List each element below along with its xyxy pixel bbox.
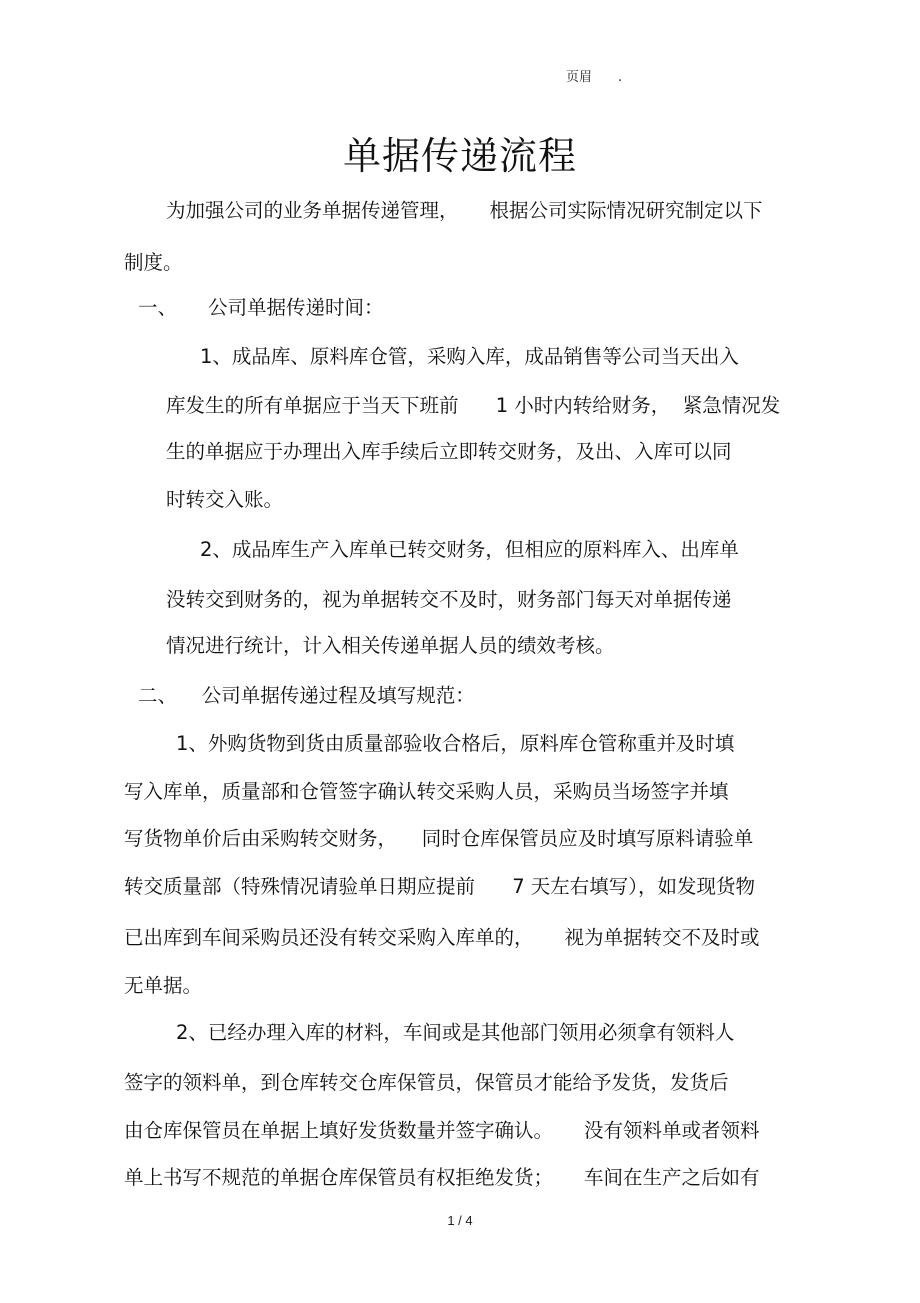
page-title: 单据传递流程	[342, 134, 577, 178]
paragraph-line: 生的单据应于办理出入库手续后立即转交财务，及出、入库可以同	[166, 440, 732, 463]
paragraph-line: 写入库单，质量部和仓管签字确认转交采购人员，采购员当场签字并填	[124, 780, 729, 803]
paragraph-line: 转交质量部（特殊情况请验单日期应提前 7 天左右填写），如发现货物	[124, 875, 756, 898]
header-dot: .	[618, 70, 623, 85]
paragraph-line: 由仓库保管员在单据上填好发货数量并签字确认。 没有领料单或者领料	[124, 1119, 760, 1142]
section-heading: 二、 公司单据传递过程及填写规范：	[138, 684, 475, 707]
paragraph-line: 情况进行统计，计入相关传递单据人员的绩效考核。	[166, 634, 615, 657]
paragraph-line: 无单据。	[124, 974, 203, 997]
header-label: 页眉	[566, 70, 593, 85]
paragraph-line: 库发生的所有单据应于当天下班前 1 小时内转给财务， 紧急情况发	[166, 394, 781, 417]
paragraph-line: 签字的领料单，到仓库转交仓库保管员，保管员才能给予发货，发货后	[124, 1071, 729, 1094]
page-indicator: 1 / 4	[447, 1213, 473, 1228]
paragraph-line: 没转交到财务的，视为单据转交不及时，财务部门每天对单据传递	[166, 588, 732, 611]
paragraph-line: 单上书写不规范的单据仓库保管员有权拒绝发货； 车间在生产之后如有	[124, 1166, 760, 1189]
paragraph-line: 已出库到车间采购员还没有转交采购入库单的， 视为单据转交不及时或	[124, 926, 760, 949]
intro-line: 为加强公司的业务单据传递管理， 根据公司实际情况研究制定以下	[166, 199, 763, 222]
page-header	[566, 66, 622, 85]
section-heading: 一、 公司单据传递时间：	[138, 296, 384, 319]
paragraph-line: 1、成品库、原料库仓管，采购入库，成品销售等公司当天出入	[200, 345, 739, 368]
paragraph-line: 2、成品库生产入库单已转交财务，但相应的原料库入、出库单	[200, 538, 739, 561]
paragraph-line: 1、外购货物到货由质量部验收合格后，原料库仓管称重并及时填	[176, 732, 735, 755]
intro-line: 制度。	[124, 251, 183, 274]
paragraph-line: 2、已经办理入库的材料，车间或是其他部门领用必须拿有领料人	[176, 1021, 735, 1044]
paragraph-line: 时转交入账。	[166, 488, 284, 511]
paragraph-line: 写货物单价后由采购转交财务， 同时仓库保管员应及时填写原料请验单	[124, 827, 754, 850]
